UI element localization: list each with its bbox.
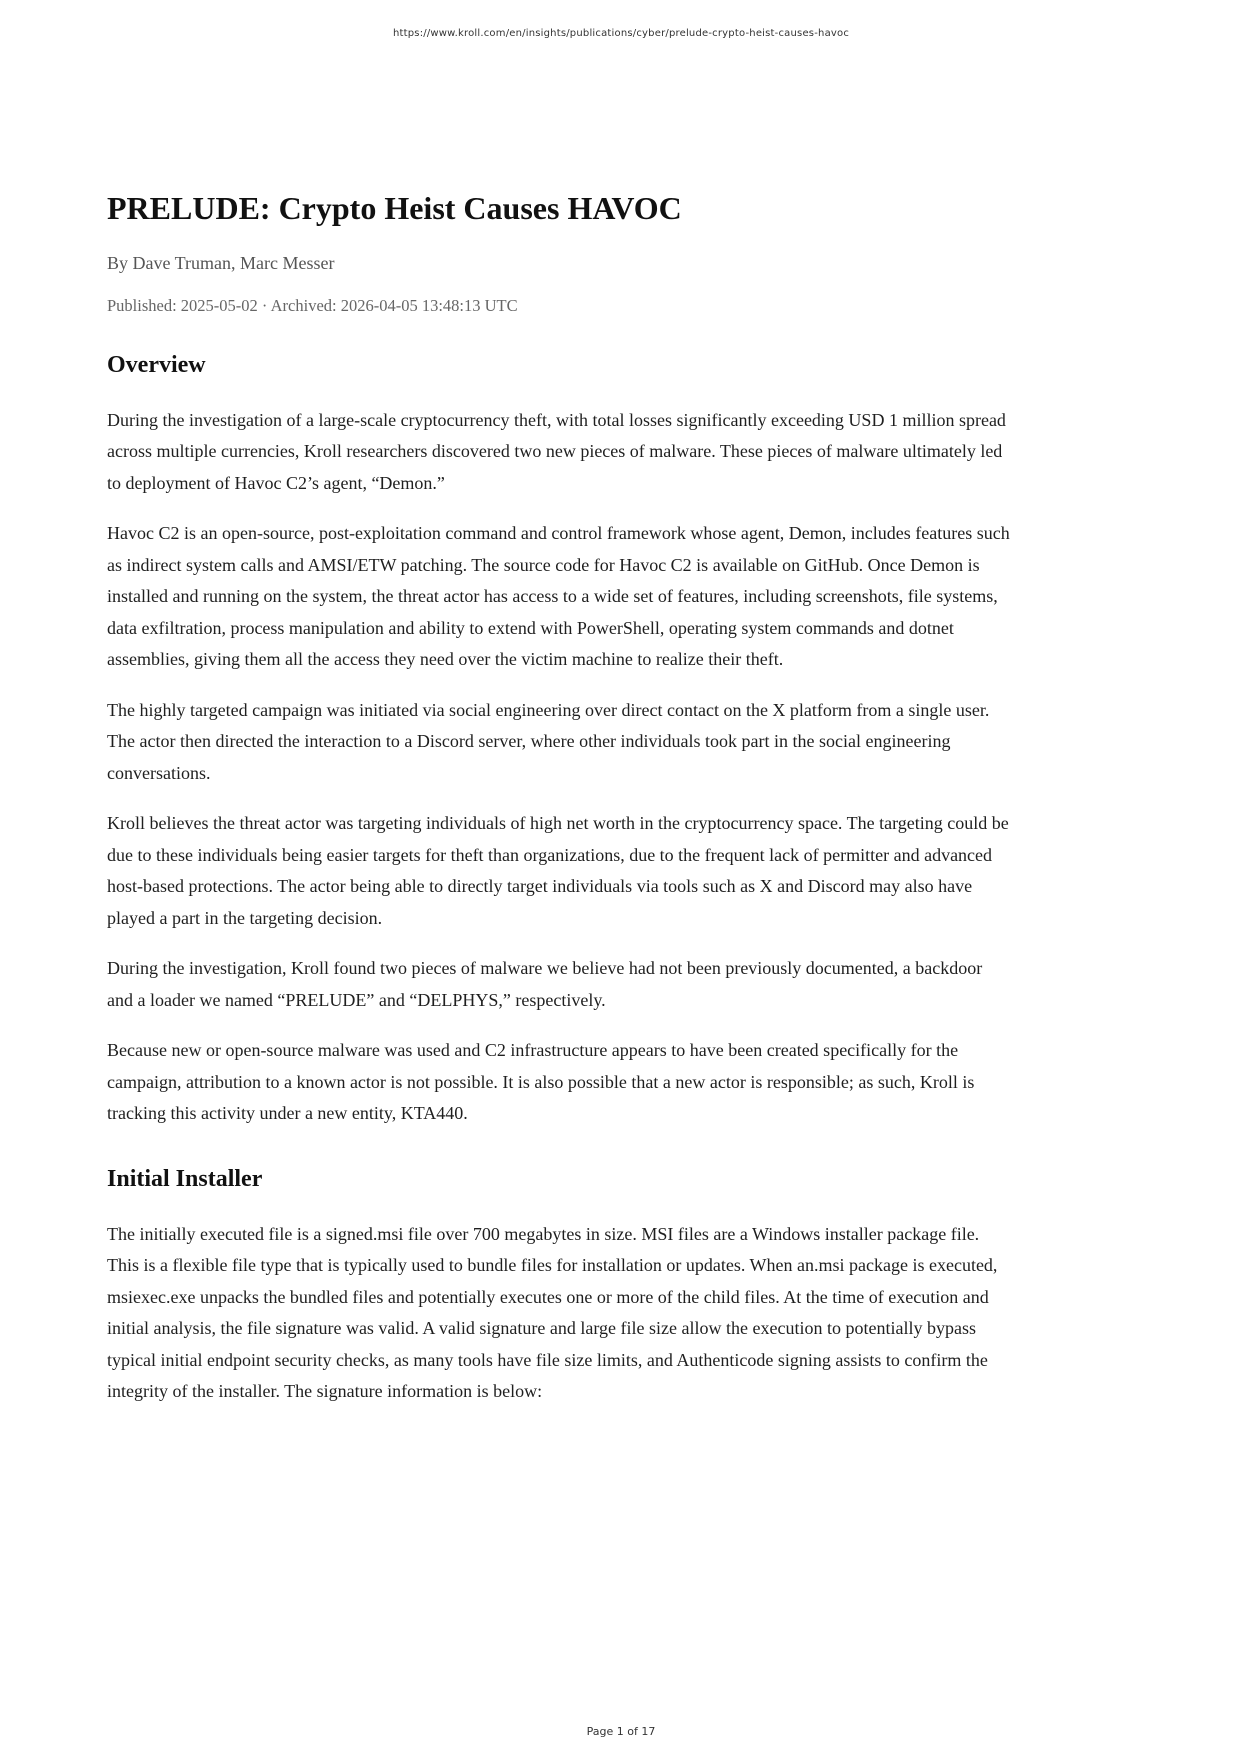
section-heading-overview: Overview [107,351,206,378]
paragraph: Kroll believes the threat actor was targeting individuals of high net worth in the cryptocurrency space. The targeting could be due to these individuals being easier targets for theft than organizations, due to the frequent lack of permitter and advanced host-based protections. The actor being able to directly target individuals via tools such as X and Discord may also have played a part in the targeting decision. [107,813,1009,928]
section-initial-installer [107,1166,1012,1408]
paragraph: Because new or open-source malware was used and C2 infrastructure appears to have been created specifically for the campaign, attribution to a known actor is not possible. It is also possible that a new actor is responsible; as such, Kroll is tracking this activity under a new entity, KTA440. [107,1040,975,1124]
section-heading-initial-installer: Initial Installer [107,1165,263,1192]
page-footer: Page 1 of 17 [586,1725,656,1738]
section-overview [107,352,1012,1130]
article-meta: Published: 2025-05-02 · Archived: 2026-04-05 13:48:13 UTC [107,295,518,315]
page-url: https://www.kroll.com/en/insights/publications/cyber/prelude-crypto-heist-causes-havoc [392,28,850,39]
article-content [107,0,1012,1427]
article-byline: By Dave Truman, Marc Messer [107,252,335,273]
paragraph: Havoc C2 is an open-source, post-exploitation command and control framework whose agent, Demon, includes features such as indirect system calls and AMSI/ETW patching. The source code for Havoc C2 is available on GitHub. Once Demon is installed and running on the system, the threat actor has access to a wide set of features, including screenshots, file systems, data exfiltration, process manipulation and ability to extend with PowerShell, operating system commands and dotnet assemblies, giving them all the access they need over the victim machine to realize their theft. [107,523,1010,670]
paragraph: During the investigation of a large-scale cryptocurrency theft, with total losses significantly exceeding USD 1 million spread across multiple currencies, Kroll researchers discovered two new pieces of malware. These pieces of malware ultimately led to deployment of Havoc C2’s agent, “Demon.” [107,409,1006,493]
article-title: PRELUDE: Crypto Heist Causes HAVOC [107,190,682,226]
paragraph: The initially executed file is a signed.msi file over 700 megabytes in size. MSI files are a Windows installer package file. This is a flexible file type that is typically used to bundle files for installation or updates. When an.msi package is executed, msiexec.exe unpacks the bundled files and potentially executes one or more of the child files. At the time of execution and initial analysis, the file signature was valid. A valid signature and large file size allow the execution to potentially bypass typical initial endpoint security checks, as many tools have file size limits, and Authenticode signing assists to confirm the integrity of the installer. The signature information is below: [107,1223,998,1402]
paragraph: The highly targeted campaign was initiated via social engineering over direct contact on the X platform from a single user. The actor then directed the interaction to a Discord server, where other individuals took part in the social engineering conversations. [107,699,990,783]
paragraph: During the investigation, Kroll found two pieces of malware we believe had not been previously documented, a backdoor and a loader we named “PRELUDE” and “DELPHYS,” respectively. [107,958,983,1010]
